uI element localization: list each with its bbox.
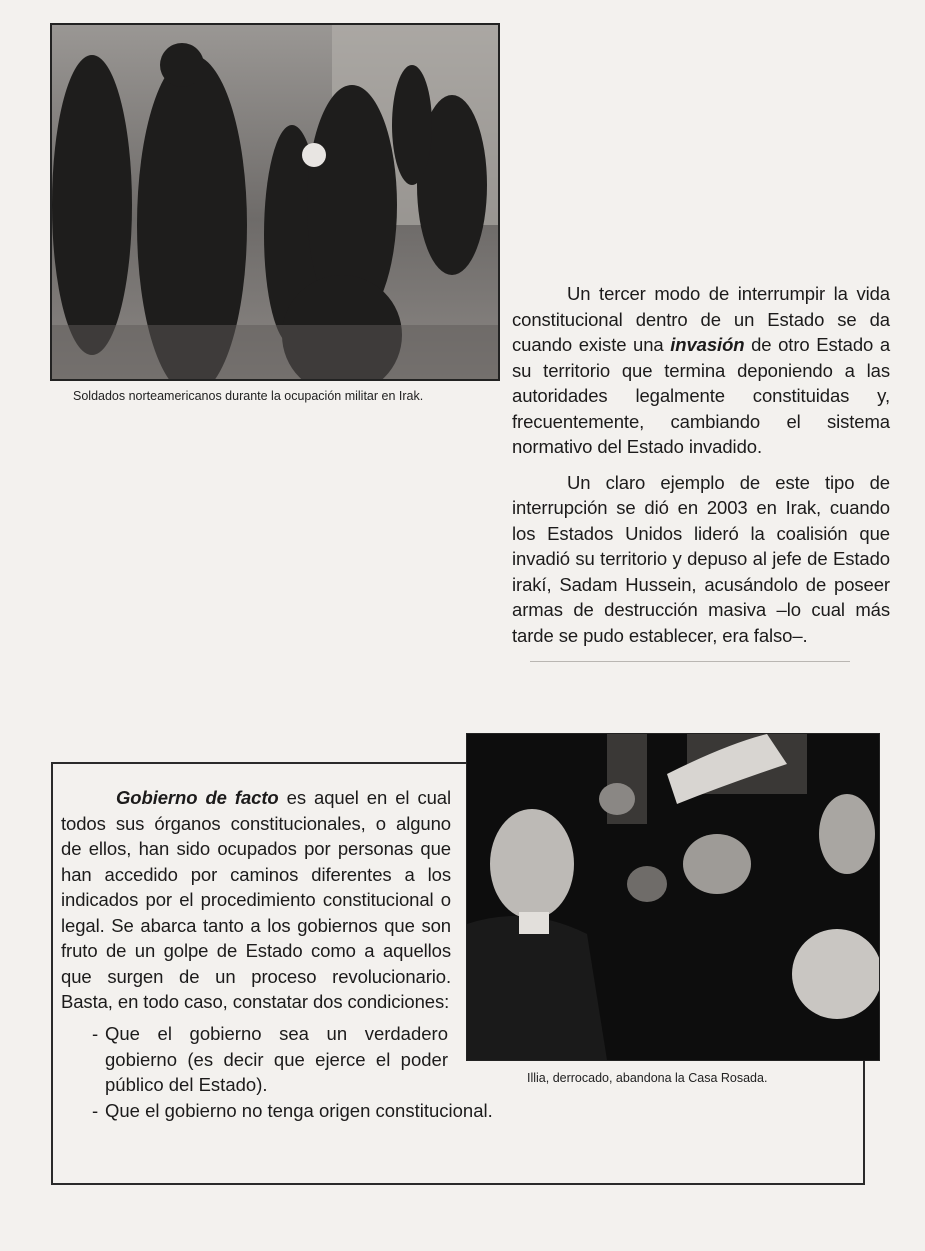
invasion-text-end: de otro Estado a su territorio que termina deponiendo a las autoridades legalmente constituidas y, frecuentemente, cambiando el sistema normativo del Estado invadido. <box>512 334 891 457</box>
photo-soldiers-iraq-image <box>52 25 498 379</box>
condition-text-1: Que el gobierno sea un verdadero gobierno (es decir que ejerce el poder público del Estado). <box>105 1023 448 1095</box>
definition-paragraph <box>61 785 451 1015</box>
invasion-section <box>512 281 890 648</box>
definition-text: es aquel en el cual todos sus órganos constitucionales, o alguno de ellos, han sido ocupados por personas que han accedido por caminos diferentes a los indicados por el procedimiento constitucional o legal. Se abarca tanto a los gobiernos que son fruto de un golpe de Estado como a aquellos que surgen de un proceso revolucionario. Basta, en todo caso, constatar dos condiciones: <box>61 787 452 1012</box>
bullet-dash: - <box>92 1023 99 1044</box>
photo-caption: Illia, derrocado, abandona la Casa Rosada. <box>527 1071 768 1085</box>
invasion-paragraph <box>512 281 890 460</box>
photo-caption: Soldados norteamericanos durante la ocupación militar en Irak. <box>73 389 424 403</box>
divider-line <box>530 661 850 662</box>
condition-text-2: Que el gobierno no tenga origen constitucional. <box>105 1100 493 1121</box>
definition-term: Gobierno de facto <box>116 787 279 808</box>
photo-illia-image <box>467 734 879 1060</box>
invasion-term: invasión <box>670 334 745 355</box>
condition-item-1 <box>92 1021 448 1098</box>
condition-item-2 <box>92 1098 522 1124</box>
photo-illia <box>466 733 880 1061</box>
iraq-example-paragraph: Un claro ejemplo de este tipo de interrupción se dió en 2003 en Irak, cuando los Estados Unidos lideró la coalisión que invadió su territorio y depuso al jefe de Estado irakí, Sadam Hussein, acusándolo de poseer armas de destrucción masiva –lo cual más tarde se pudo establecer, era falso–. <box>512 471 890 646</box>
bullet-dash: - <box>92 1100 99 1121</box>
photo-soldiers-iraq <box>50 23 500 381</box>
invasion-text-start: Un tercer modo de interrumpir la vida constitucional dentro de un Estado se da cuando existe una <box>512 283 890 355</box>
